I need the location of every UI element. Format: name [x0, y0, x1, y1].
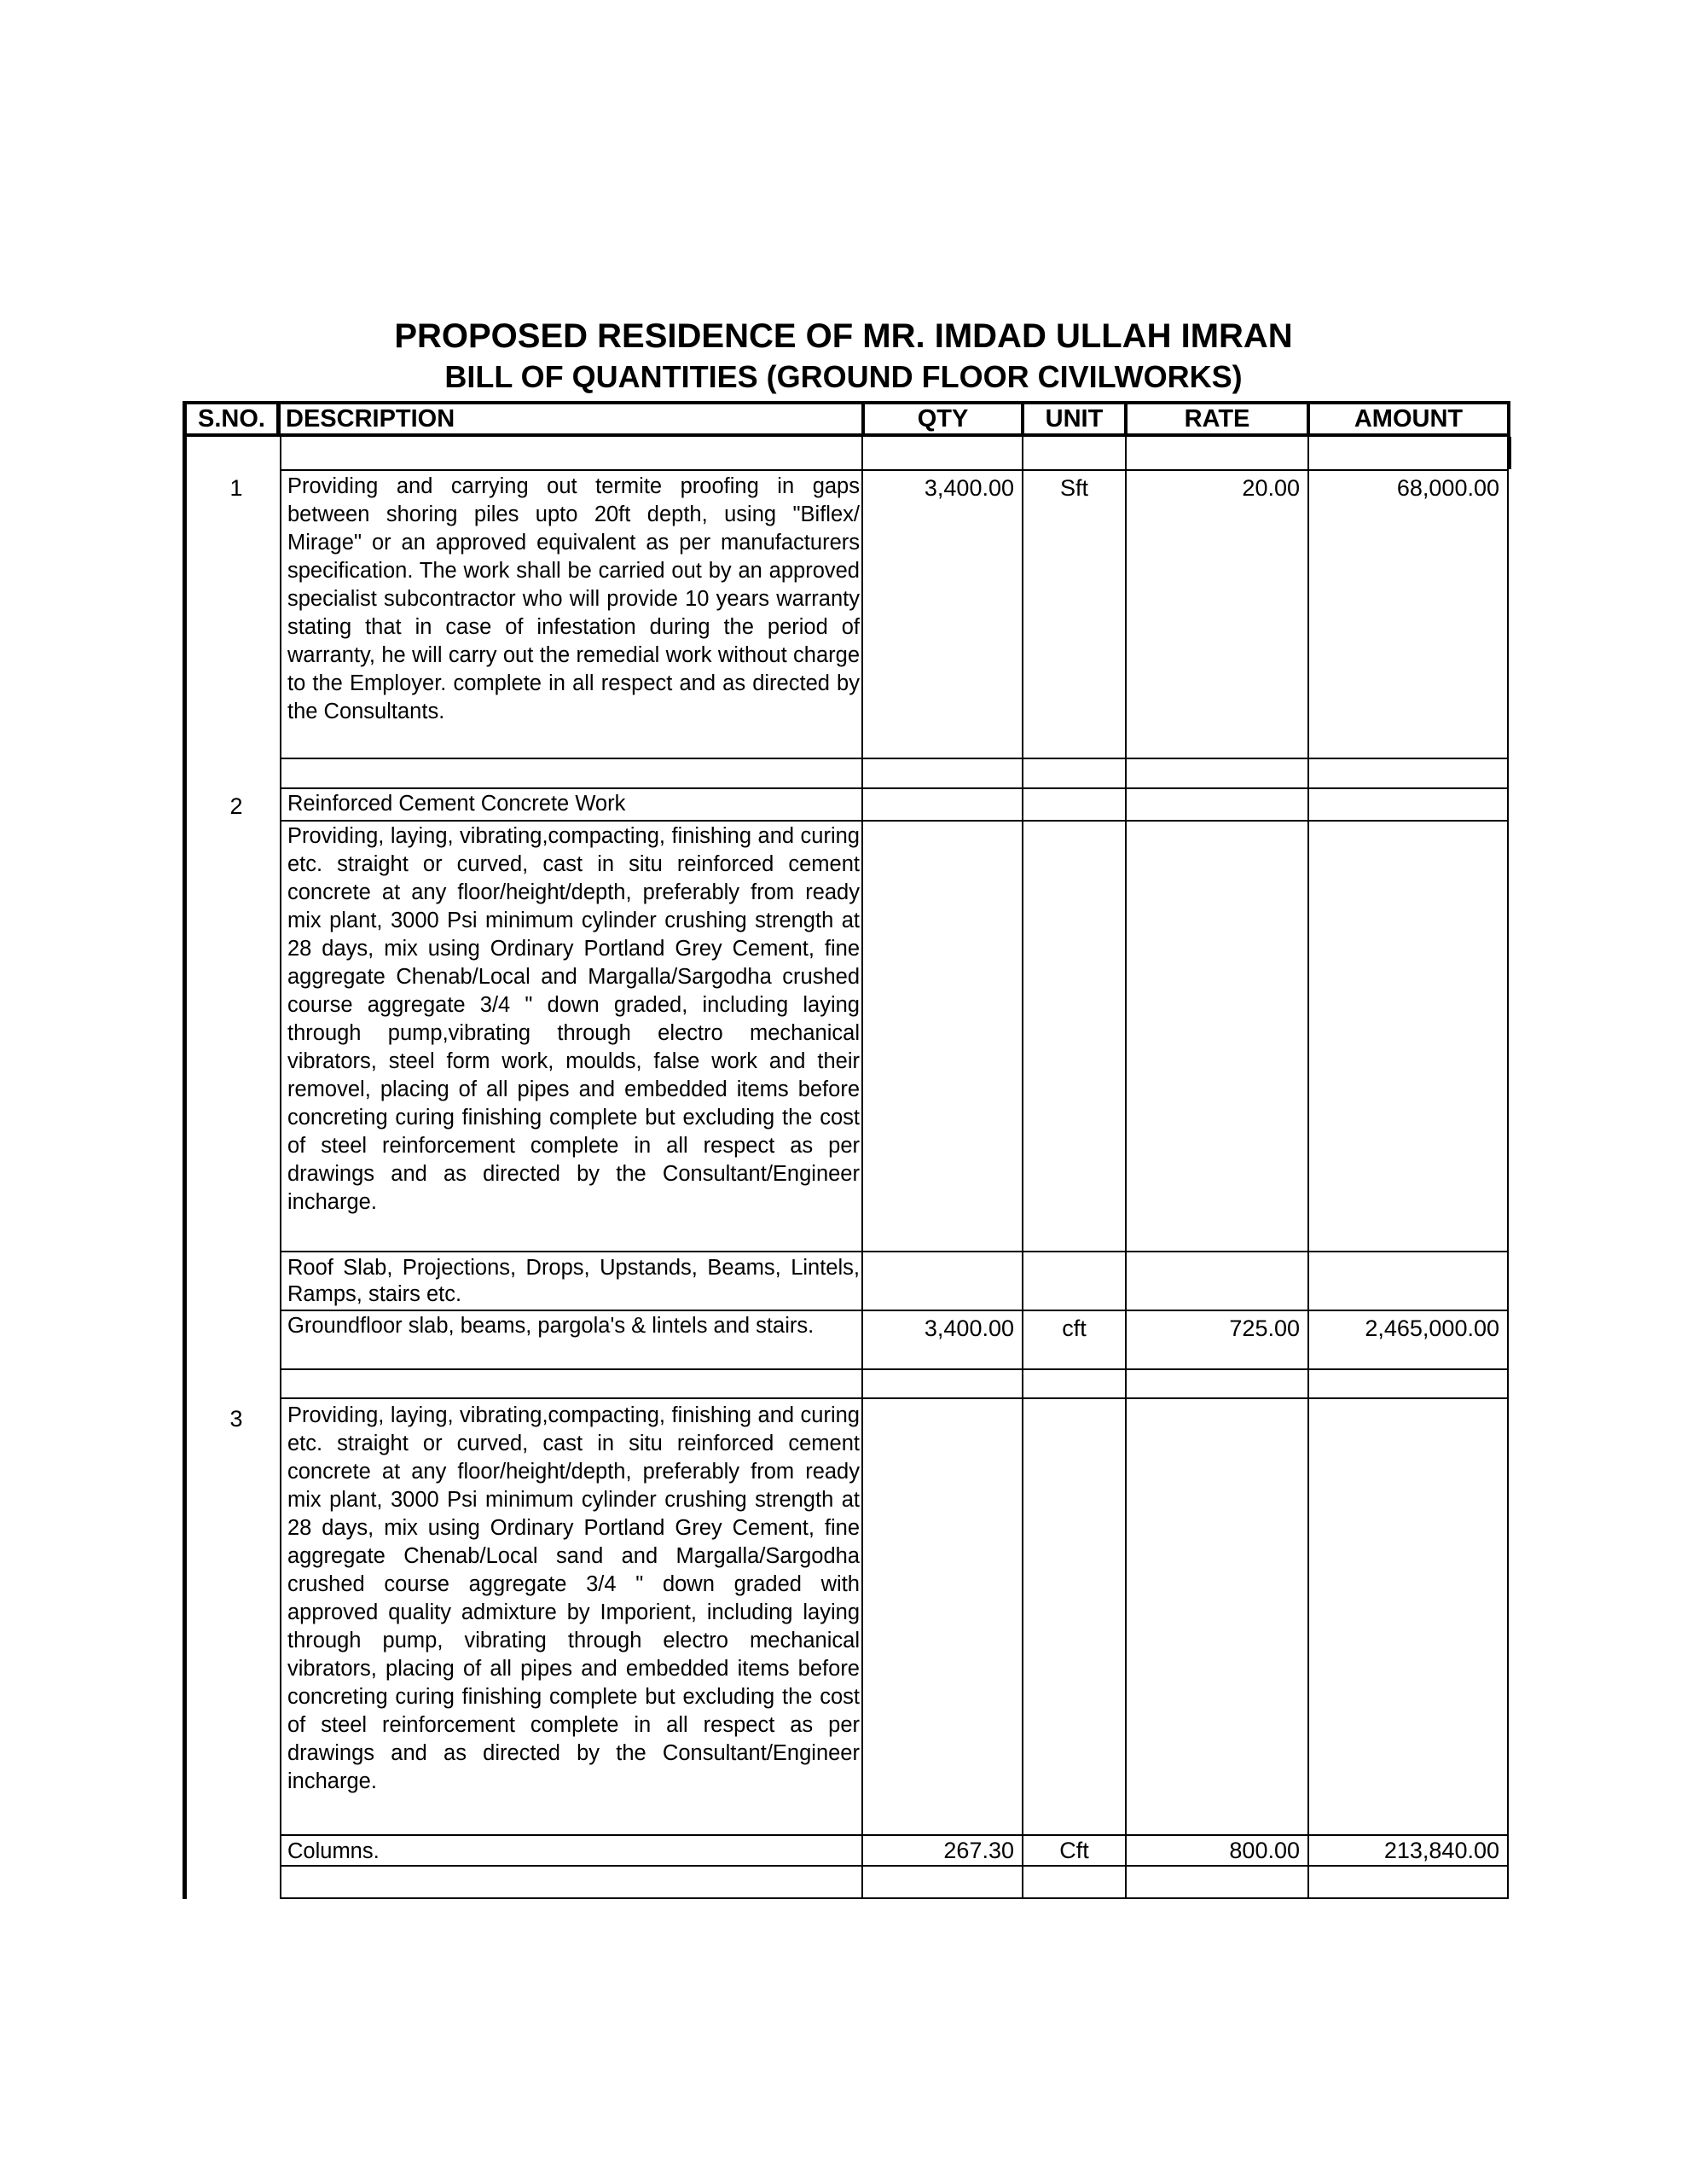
item-amount: 68,000.00: [1396, 475, 1499, 501]
item-description: Providing, laying, vibrating,compacting, finishing and curing etc. straight or curved, cast in situ reinforced cement concrete at any floor/height/depth, preferably from ready mix plant, 3000 Psi minimum cylinder crushing strength at 28 days, mix using Ordinary Portland Grey Cement, fine aggregate Chenab/Local and Margalla/Sargodha crushed course aggregate 3/4 " down graded, including laying through pump,vibrating through electro mechanical vibrators, steel form work, moulds, false work and their removel, placing of all pipes and embedded items before concreting curing finishing complete but excluding the cost of steel reinforcement complete in all respect as per drawings and as directed by the Consultant/Engineer incharge.: [287, 824, 860, 1214]
item-description: Providing and carrying out termite proofing in gaps between shoring piles upto 20ft depth, using "Biflex/ Mirage" or an approved equivalent as per manufacturers specification. The work shall be carried out by an approved specialist subcontractor who will provide 10 years warranty stating that in case of infestation during the period of warranty, he will carry out the remedial work without charge to the Employer. complete in all respect and as directed by the Consultants.: [287, 474, 860, 723]
item-number: 3: [229, 1406, 243, 1432]
item-rate: 20.00: [1242, 475, 1300, 501]
item-unit: cft: [1062, 1316, 1087, 1341]
item-description: Providing, laying, vibrating,compacting, finishing and curing etc. straight or curved, cast in situ reinforced cement concrete at any floor/height/depth, preferably from ready mix plant, 3000 Psi minimum cylinder crushing strength at 28 days, mix using Ordinary Portland Grey Cement, fine aggregate Chenab/Local sand and Margalla/Sargodha crushed course aggregate 3/4 " down graded with approved quality admixture by Imporient, including laying through pump, vibrating through electro mechanical vibrators, placing of all pipes and embedded items before concreting curing finishing complete but excluding the cost of steel reinforcement complete in all respect as per drawings and as directed by the Consultant/Engineer incharge.: [287, 1403, 860, 1793]
sub-item-description: Columns.: [287, 1839, 380, 1863]
item-amount: 213,840.00: [1383, 1838, 1499, 1863]
document-title: PROPOSED RESIDENCE OF MR. IMDAD ULLAH IMRAN: [394, 317, 1293, 355]
item-amount: 2,465,000.00: [1365, 1316, 1499, 1341]
column-header-amount: AMOUNT: [1354, 405, 1464, 433]
item-unit: Cft: [1059, 1838, 1089, 1863]
item-number: 2: [229, 793, 243, 819]
column-header-description: DESCRIPTION: [286, 405, 455, 433]
item-sub-heading: Roof Slab, Projections, Drops, Upstands, Beams, Lintels, Ramps, stairs etc.: [287, 1256, 860, 1306]
item-unit: Sft: [1059, 475, 1088, 501]
column-header-qty: QTY: [917, 405, 969, 433]
sub-item-description: Groundfloor slab, beams, pargola's & lintels and stairs.: [287, 1314, 815, 1338]
item-qty: 3,400.00: [924, 1316, 1014, 1341]
column-header-rate: RATE: [1184, 405, 1250, 433]
document-subtitle: BILL OF QUANTITIES (GROUND FLOOR CIVILWORKS): [444, 359, 1243, 394]
item-rate: 725.00: [1229, 1316, 1300, 1341]
item-qty: 267.30: [943, 1838, 1014, 1863]
item-qty: 3,400.00: [924, 475, 1014, 501]
item-heading: Reinforced Cement Concrete Work: [287, 792, 626, 816]
item-number: 1: [229, 475, 243, 501]
column-header-sno: S.NO.: [198, 405, 265, 433]
column-header-unit: UNIT: [1045, 405, 1104, 433]
item-rate: 800.00: [1229, 1838, 1300, 1863]
